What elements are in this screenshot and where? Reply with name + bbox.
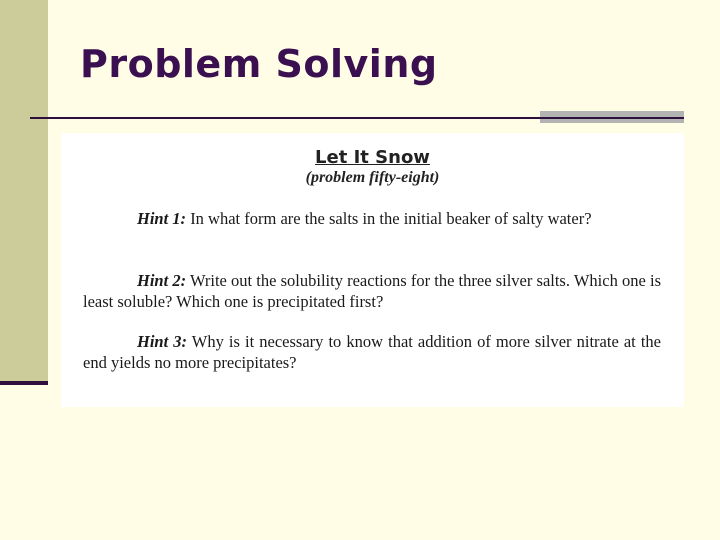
hint-1-text: In what form are the salts in the initial beaker of salty water? xyxy=(190,209,592,228)
hint-2-label: Hint 2: xyxy=(137,271,187,290)
document-subheading: (problem fifty-eight) xyxy=(305,169,440,186)
left-accent-rule xyxy=(0,381,48,385)
hint-3-text: Why is it necessary to know that addition of more silver nitrate at the end yields no more precipitates? xyxy=(83,332,661,372)
left-accent-bar xyxy=(0,0,48,381)
hint-1-label: Hint 1: xyxy=(137,209,187,228)
hint-2-text: Write out the solubility reactions for the three silver salts. Which one is least soluble? Which one is precipitated first? xyxy=(83,271,661,311)
title-accent-block xyxy=(540,111,684,123)
hint-2 xyxy=(83,270,661,312)
hint-3 xyxy=(83,331,661,373)
hint-3-label: Hint 3: xyxy=(137,332,187,351)
document-heading: Let It Snow xyxy=(315,147,430,168)
scanned-document xyxy=(61,133,684,407)
hint-1 xyxy=(83,208,661,229)
title-underline xyxy=(30,117,540,119)
slide-title: Problem Solving xyxy=(80,42,438,86)
